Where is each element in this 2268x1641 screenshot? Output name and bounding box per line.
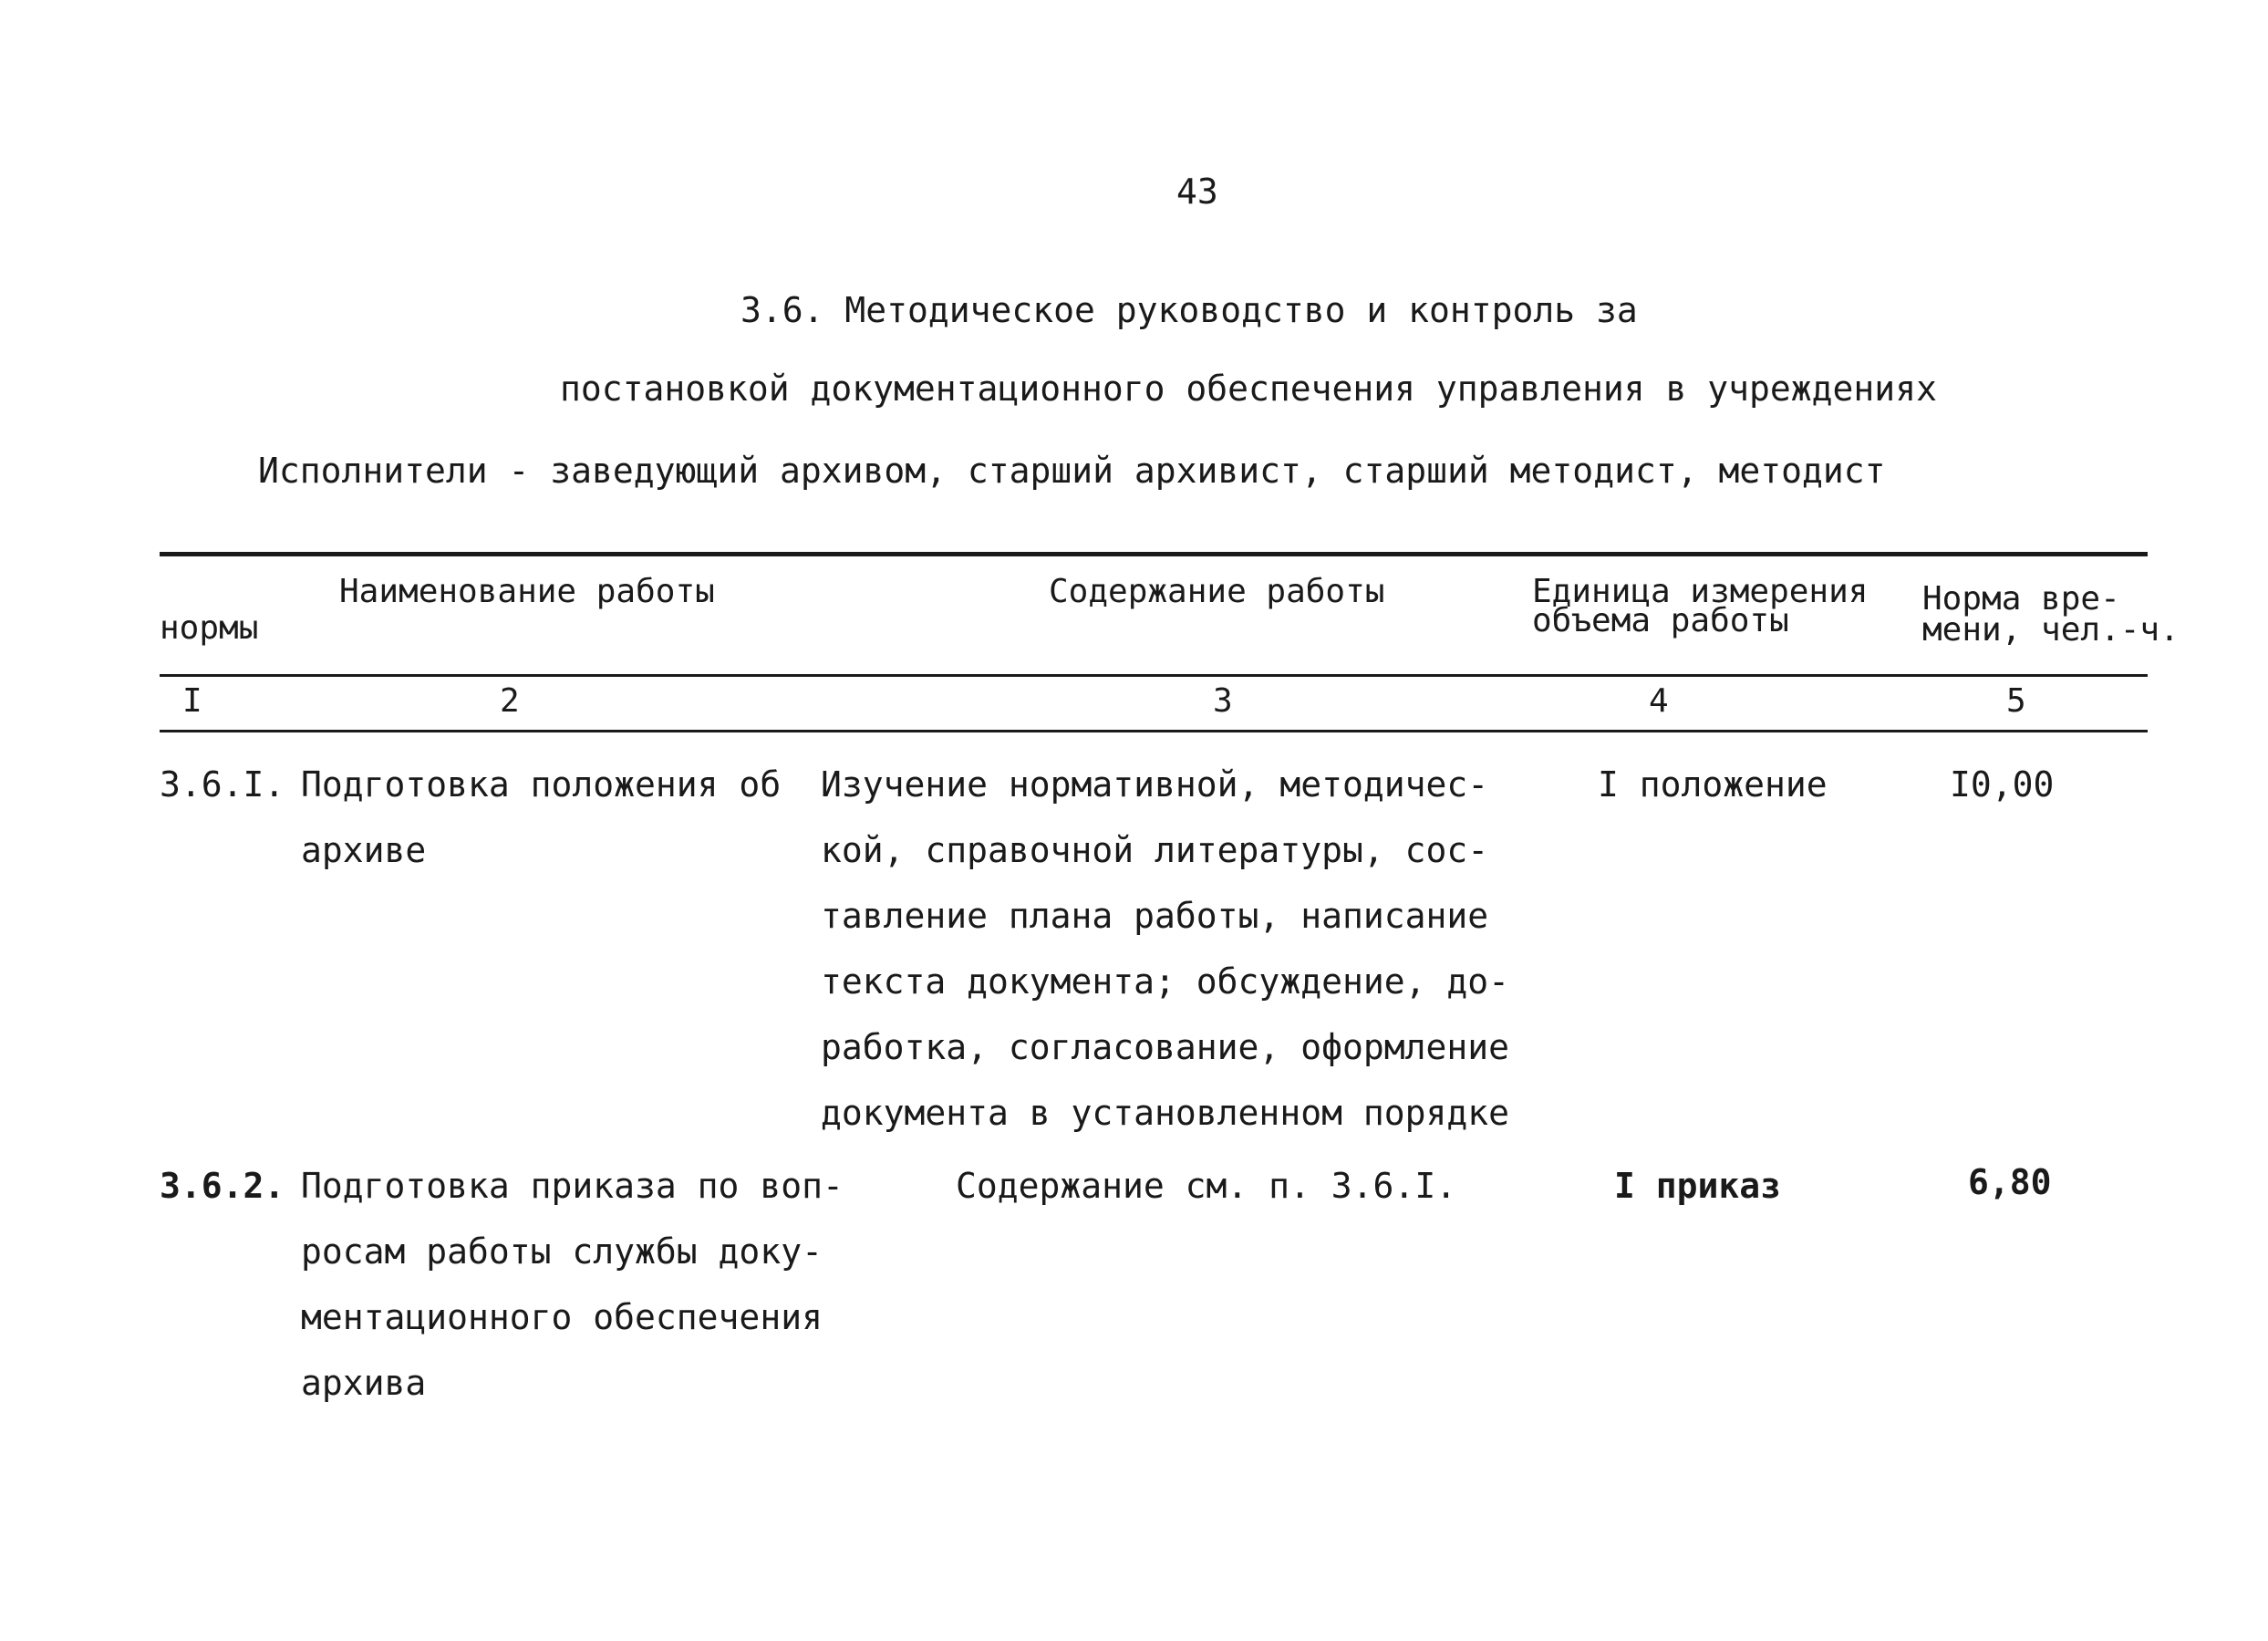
row-name-line: ментационного обеспечения — [301, 1297, 823, 1337]
row-content-line: работка, согласование, оформление — [821, 1027, 1509, 1067]
column-number-2: 2 — [500, 682, 520, 720]
header-col4-line1: Единица измерения — [1532, 573, 1869, 610]
row-content-line: тавление плана работы, написание — [821, 896, 1489, 936]
section-title-line2: постановкой документационного обеспечения управления в учреждениях — [560, 369, 1937, 409]
row-name-line: Подготовка приказа по воп- — [301, 1166, 844, 1206]
header-col4-line2: объема работы — [1532, 602, 1789, 639]
row-unit: I положение — [1598, 764, 1828, 805]
row-content-line: документа в установленном порядке — [821, 1093, 1509, 1133]
row-content-line: Содержание см. п. 3.6.I. — [956, 1166, 1457, 1206]
row-norm: I0,00 — [1950, 764, 2055, 805]
column-number-4: 4 — [1649, 682, 1669, 720]
page-number: 43 — [1176, 171, 1218, 212]
header-col5-line1: Норма вре- — [1922, 580, 2120, 618]
performers-line: Исполнители - заведующий архивом, старший архивист, старший методист, методист — [258, 451, 1886, 491]
row-name-line: архива — [301, 1363, 427, 1403]
row-number: 3.6.2. — [160, 1166, 285, 1206]
row-unit: I приказ — [1614, 1166, 1782, 1206]
row-norm: 6,80 — [1968, 1162, 2052, 1202]
row-name-line: Подготовка положения об — [301, 764, 782, 805]
row-number: 3.6.I. — [160, 764, 285, 805]
section-title-line1: 3.6. Методическое руководство и контроль за — [740, 290, 1638, 330]
row-content-line: текста документа; обсуждение, до- — [821, 961, 1509, 1002]
row-name-line: росам работы службы доку- — [301, 1231, 823, 1272]
header-col3: Содержание работы — [1049, 573, 1385, 610]
row-content-line: кой, справочной литературы, сос- — [821, 830, 1489, 870]
header-col1: нормы — [160, 609, 259, 647]
header-col2: Наименование работы — [339, 573, 715, 610]
row-name-line: архиве — [301, 830, 427, 870]
table-header-rule — [160, 674, 2148, 677]
table-column-numbers-rule — [160, 730, 2148, 732]
table-top-rule — [160, 552, 2148, 556]
column-number-5: 5 — [2006, 682, 2026, 720]
header-col5-line2: мени, чел.-ч. — [1922, 611, 2180, 649]
row-content-line: Изучение нормативной, методичес- — [821, 764, 1489, 805]
column-number-1: I — [182, 682, 202, 720]
column-number-3: 3 — [1213, 682, 1233, 720]
